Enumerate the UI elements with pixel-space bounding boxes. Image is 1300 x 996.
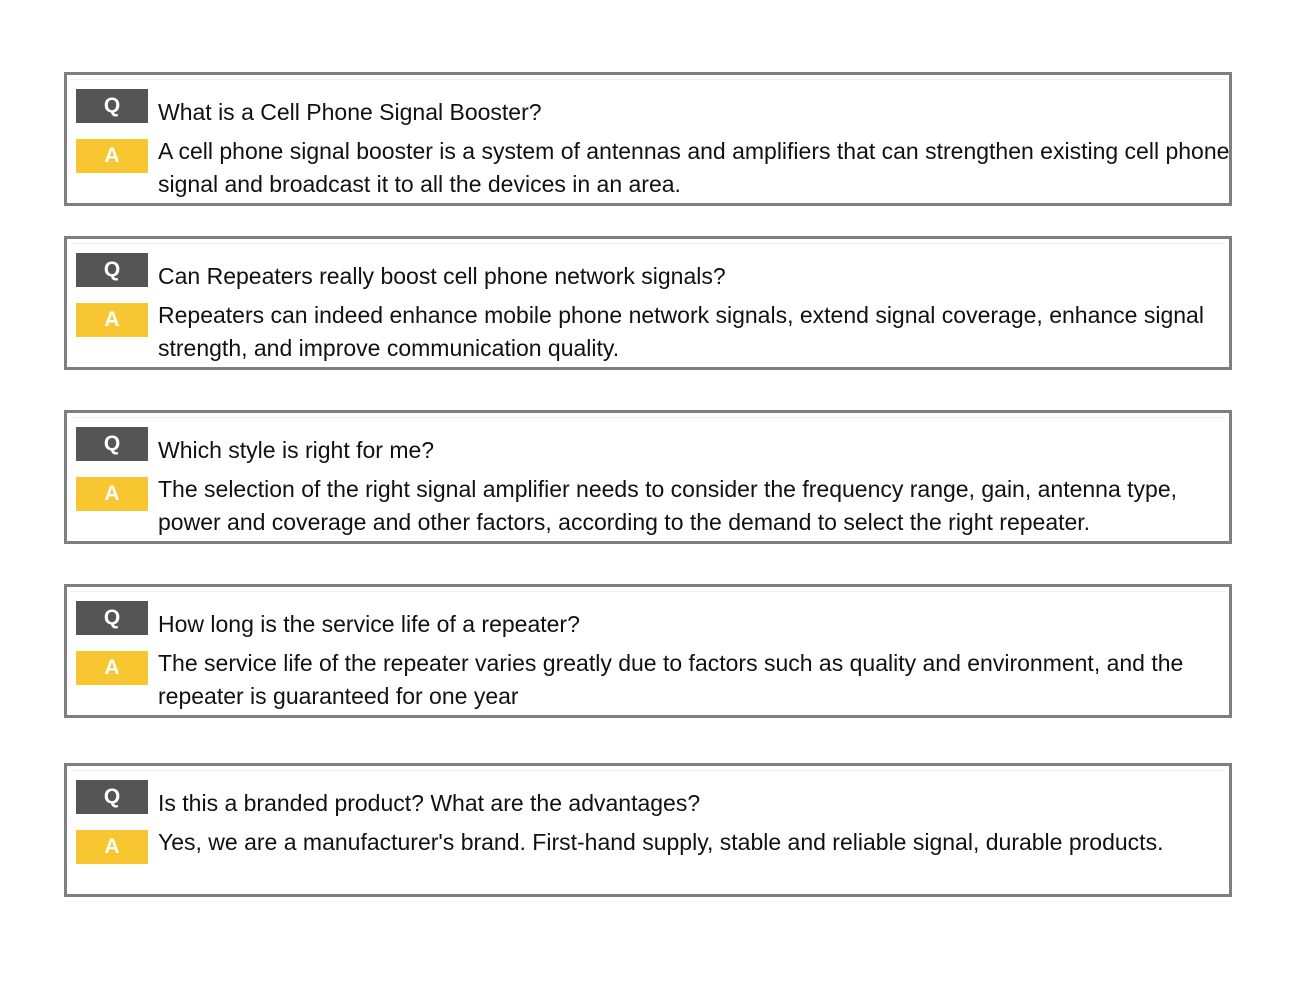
faq-answer: A cell phone signal booster is a system of antennas and amplifiers that can strengthen existing cell phone signal and broadcast it to all the devices in an area. [158,138,1230,197]
faq-question: Which style is right for me? [158,437,435,463]
faq-question: Is this a branded product? What are the advantages? [158,790,701,816]
question-badge: Q [76,427,148,461]
faq-answer: Yes, we are a manufacturer's brand. First-hand supply, stable and reliable signal, durable products. [158,829,1164,855]
divider [71,79,1225,80]
question-badge: Q [76,601,148,635]
faq-item [64,763,1232,897]
faq-question: What is a Cell Phone Signal Booster? [158,99,542,125]
faq-item [64,236,1232,370]
faq-question: Can Repeaters really boost cell phone network signals? [158,263,726,289]
faq-answer: The selection of the right signal amplifier needs to consider the frequency range, gain, antenna type, power and coverage and other factors, according to the demand to select the right repeater. [158,476,1178,535]
divider [71,417,1225,418]
faq-item [64,410,1232,544]
faq-item [64,584,1232,718]
question-badge: Q [76,780,148,814]
question-badge: Q [76,89,148,123]
faq-answer: Repeaters can indeed enhance mobile phone network signals, extend signal coverage, enhance signal strength, and improve communication quality. [158,302,1204,361]
answer-badge: A [76,651,148,685]
faq-question: How long is the service life of a repeater? [158,611,580,637]
divider [71,591,1225,592]
faq-answer: The service life of the repeater varies greatly due to factors such as quality and environment, and the repeater is guaranteed for one year [158,650,1184,709]
divider [71,243,1225,244]
answer-badge: A [76,830,148,864]
answer-badge: A [76,477,148,511]
answer-badge: A [76,139,148,173]
question-badge: Q [76,253,148,287]
answer-badge: A [76,303,148,337]
faq-item [64,72,1232,206]
divider [71,770,1225,771]
